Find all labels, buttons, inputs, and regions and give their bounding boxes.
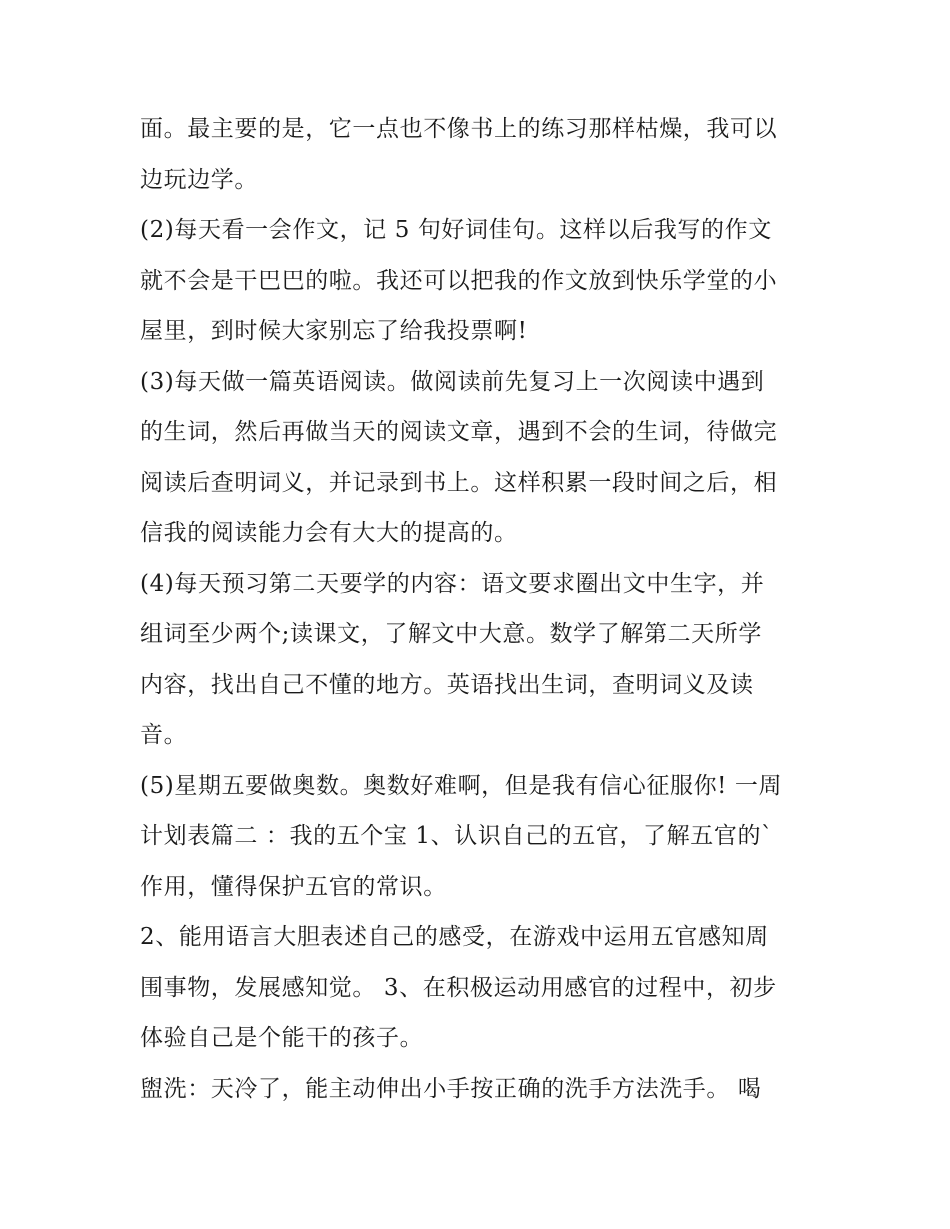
- text-line: 盥洗：天冷了，能主动伸出小手按正确的洗手方法洗手。 喝: [140, 1075, 762, 1102]
- text-line: (2)每天看一会作文，记 5 句好词佳句。这样以后我写的作文: [140, 217, 772, 243]
- text-line: (4)每天预习第二天要学的内容：语文要求圈出文中生字，并: [140, 570, 765, 597]
- text-line: 就不会是干巴巴的啦。我还可以把我的作文放到快乐学堂的小: [140, 267, 778, 294]
- text-line: 边玩边学。: [140, 166, 258, 193]
- text-line: 音。: [140, 722, 188, 748]
- text-line: (3)每天做一篇英语阅读。做阅读前先复习上一次阅读中遇到: [140, 368, 765, 395]
- text-line: (5)星期五要做奥数。奥数好难啊，但是我有信心征服你! 一周: [140, 772, 783, 799]
- text-line: 计划表篇二 ：我的五个宝 1、认识自己的五官，了解五官的`: [140, 823, 774, 849]
- text-line: 组词至少两个;读课文，了解文中大意。数学了解第二天所学: [140, 621, 762, 647]
- text-line: 阅读后查明词义，并记录到书上。这样积累一段时间之后，相: [140, 469, 778, 496]
- text-line: 作用，懂得保护五官的常识。: [140, 873, 447, 900]
- text-line: 信我的阅读能力会有大大的提高的。: [140, 520, 518, 546]
- text-line: 的生词，然后再做当天的阅读文章，遇到不会的生词，待做完: [140, 419, 778, 445]
- text-line: 围事物，发展感知觉。 3、在积极运动用感官的过程中，初步: [140, 974, 777, 1001]
- text-line: 屋里，到时候大家别忘了给我投票啊!: [140, 318, 528, 344]
- text-line: 体验自己是个能干的孩子。: [140, 1025, 424, 1051]
- text-line: 面。最主要的是，它一点也不像书上的练习那样枯燥，我可以: [140, 116, 778, 142]
- document-body: [140, 104, 820, 1114]
- text-line: 2、能用语言大胆表述自己的感受，在游戏中运用五官感知周: [140, 924, 769, 950]
- text-line: 内容，找出自己不懂的地方。英语找出生词，查明词义及读: [140, 671, 754, 698]
